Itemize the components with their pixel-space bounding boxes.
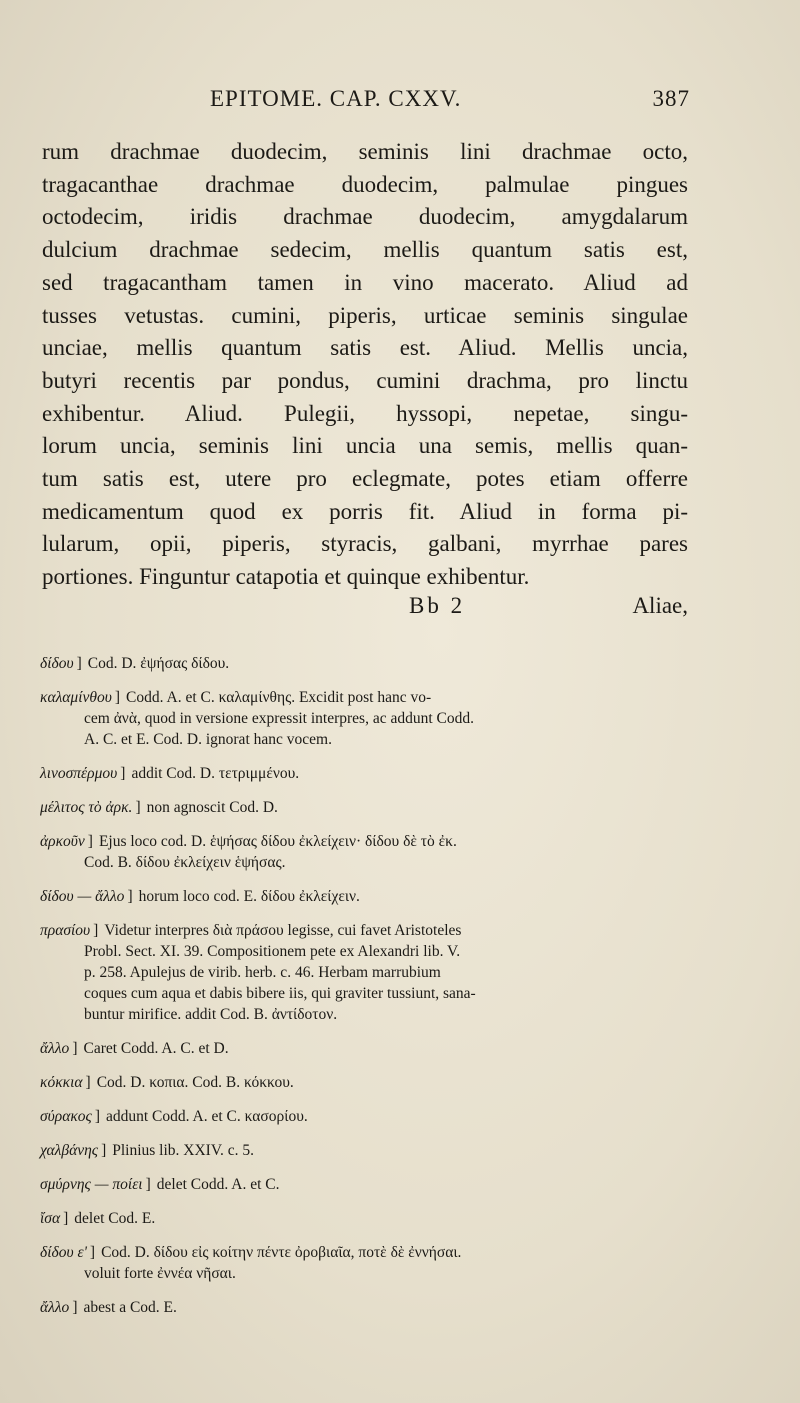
footnote-line	[40, 1208, 700, 1229]
footnote-line	[40, 763, 700, 784]
footnote-text: Ejus loco cod. D. ἑψήσας δίδου ἐκλείχειν· δίδου δὲ τὸ ἐκ.	[98, 833, 457, 850]
text-line: tum satis est, utere pro eclegmate, potes etiam offerre	[42, 466, 688, 492]
footnote-line	[40, 708, 700, 729]
lemma-bracket: ]	[101, 1142, 107, 1159]
text-line: octodecim, iridis drachmae duodecim, amygdalarum	[42, 204, 688, 230]
lemma-bracket: ]	[93, 922, 99, 939]
footnote-text: A. C. et E. Cod. D. ignorat hanc vocem.	[84, 731, 332, 748]
footnote-lemma: δίδου	[40, 655, 74, 672]
lemma-bracket: ]	[114, 689, 121, 706]
footnote-lemma: δίδου ε'	[40, 1244, 87, 1261]
main-text-block	[42, 136, 688, 594]
footnote-lemma: κόκκια	[40, 1074, 83, 1091]
running-header	[40, 86, 690, 120]
footnote-line	[40, 687, 700, 708]
text-line: dulcium drachmae sedecim, mellis quantum satis est,	[42, 237, 688, 263]
footnote-line	[40, 983, 700, 1004]
text-line: tragacanthae drachmae duodecim, palmulae pingues	[42, 171, 688, 197]
footnote	[40, 1208, 700, 1229]
footnote-line	[40, 831, 700, 852]
text-line: tusses vetustas. cumini, piperis, urticae seminis singulae	[42, 302, 688, 328]
footnote-line	[40, 852, 700, 873]
footnote-line	[40, 1297, 700, 1318]
footnote-lemma: χαλβάνης	[40, 1142, 99, 1159]
text-line: exhibentur. Aliud. Pulegii, hyssopi, nepetae, singu-	[42, 400, 688, 426]
footnote-lemma: ἄλλο	[40, 1299, 70, 1316]
signature-mark: Bb 2	[409, 593, 466, 618]
footnote-line	[40, 1106, 700, 1127]
page-number: 387	[652, 86, 690, 111]
footnote	[40, 797, 700, 818]
footnote-text: p. 258. Apulejus de virib. herb. c. 46. Herbam marrubium	[84, 964, 441, 981]
footnote-text: addit Cod. D. τετριμμένου.	[131, 765, 300, 782]
footnote-lemma: καλαμίνθου	[40, 689, 112, 706]
footnotes	[40, 653, 700, 1331]
footnote	[40, 1297, 700, 1318]
footnote	[40, 886, 700, 907]
footnote-lemma: πρασίου	[40, 922, 91, 939]
footnote-line	[40, 1263, 700, 1284]
signature-row	[42, 593, 688, 625]
footnote-lemma: σμύρνης — ποίει	[40, 1176, 143, 1193]
footnote	[40, 1038, 700, 1059]
text-line: medicamentum quod ex porris fit. Aliud in forma pi-	[42, 498, 688, 524]
footnote	[40, 653, 700, 674]
footnote-text: Cod. B. δίδου ἐκλείχειν ἑψήσας.	[84, 854, 286, 871]
footnote-line	[40, 729, 700, 750]
footnote-text: Caret Codd. A. C. et D.	[83, 1040, 229, 1057]
footnote-text: coques cum aqua et dabis bibere iis, qui graviter tussiunt, sana-	[84, 985, 476, 1002]
lemma-bracket: ]	[87, 833, 93, 850]
footnote-text: Cod. D. κοπια. Cod. B. κόκκου.	[96, 1074, 294, 1091]
footnote	[40, 1140, 700, 1161]
lemma-bracket: ]	[120, 765, 126, 782]
lemma-bracket: ]	[63, 1210, 69, 1227]
lemma-bracket: ]	[85, 1074, 91, 1091]
footnote-lemma: σύρακος	[40, 1108, 92, 1125]
footnote	[40, 1174, 700, 1195]
footnote	[40, 1242, 700, 1284]
text-line: unciae, mellis quantum satis est. Aliud. Mellis uncia,	[42, 335, 688, 361]
footnote-lemma: ἀρκοῦν	[40, 833, 85, 850]
lemma-bracket: ]	[94, 1108, 100, 1125]
footnote-line	[40, 1004, 700, 1025]
footnote-line	[40, 1140, 700, 1161]
lemma-bracket: ]	[135, 799, 141, 816]
text-line: lularum, opii, piperis, styracis, galbani, myrrhae pares	[42, 531, 688, 557]
footnote-text: addunt Codd. A. et C. κασορίου.	[106, 1108, 308, 1125]
footnote-text: horum loco cod. E. δίδου ἐκλείχειν.	[138, 888, 360, 905]
footnote-line	[40, 797, 700, 818]
lemma-bracket: ]	[72, 1040, 78, 1057]
footnote	[40, 1106, 700, 1127]
footnote-text: non agnoscit Cod. D.	[146, 799, 278, 816]
text-line: lorum uncia, seminis lini uncia una semis, mellis quan-	[42, 433, 688, 459]
footnote-text: Probl. Sect. XI. 39. Compositionem pete ex Alexandri lib. V.	[84, 943, 461, 960]
catchword: Aliae,	[632, 593, 688, 618]
lemma-bracket: ]	[145, 1176, 151, 1193]
footnote-lemma: ἴσα	[40, 1210, 61, 1227]
footnote	[40, 763, 700, 784]
footnote	[40, 920, 700, 1025]
footnote-lemma: δίδου — ἄλλο	[40, 888, 125, 905]
footnote-text: Videtur interpres διὰ πράσου legisse, cui favet Aristoteles	[104, 922, 462, 939]
text-line: portiones. Finguntur catapotia et quinque exhibentur.	[42, 564, 530, 590]
footnote	[40, 687, 700, 750]
footnote-line	[40, 920, 700, 941]
footnote	[40, 1072, 700, 1093]
footnote-text: Codd. A. et C. καλαμίνθης. Excidit post hanc vo-	[126, 689, 432, 706]
running-title: EPITOME. CAP. CXXV.	[210, 86, 462, 111]
footnote-text: Cod. D. ἐψήσας δίδου.	[87, 655, 230, 672]
footnote-text: buntur mirifice. addit Cod. B. ἀντίδοτον.	[84, 1006, 338, 1023]
lemma-bracket: ]	[76, 655, 82, 672]
footnote-line	[40, 653, 700, 674]
lemma-bracket: ]	[72, 1299, 78, 1316]
text-line: sed tragacantham tamen in vino macerato. Aliud ad	[42, 269, 688, 295]
text-line: rum drachmae duodecim, seminis lini drachmae octo,	[42, 139, 688, 164]
footnote-lemma: μέλιτος τὸ ἀρκ.	[40, 799, 133, 816]
footnote-lemma: λινοσπέρμου	[40, 765, 118, 782]
lemma-bracket: ]	[127, 888, 133, 905]
text-line: butyri recentis par pondus, cumini drachma, pro linctu	[42, 367, 688, 393]
footnote-text: voluit forte ἐννέα νῆσαι.	[84, 1265, 236, 1282]
footnote-line	[40, 886, 700, 907]
footnote-line	[40, 962, 700, 983]
footnote	[40, 831, 700, 873]
footnote-text: delet Codd. A. et C.	[156, 1176, 280, 1193]
footnote-line	[40, 1242, 700, 1263]
footnote-line	[40, 1072, 700, 1093]
lemma-bracket: ]	[89, 1244, 96, 1261]
footnote-text: Plinius lib. XXIV. c. 5.	[112, 1142, 255, 1159]
footnote-lemma: ἄλλο	[40, 1040, 70, 1057]
footnote-text: delet Cod. E.	[74, 1210, 156, 1227]
footnote-line	[40, 941, 700, 962]
footnote-text: cem ἀνὰ, quod in versione expressit interpres, ac addunt Codd.	[84, 710, 474, 727]
footnote-line	[40, 1038, 700, 1059]
footnote-text: abest a Cod. E.	[83, 1299, 177, 1316]
footnote-text: Cod. D. δίδου εἰς κοίτην πέντε ὀροβιαῖα, ποτὲ δὲ ἐννήσαι.	[101, 1244, 462, 1261]
footnote-line	[40, 1174, 700, 1195]
